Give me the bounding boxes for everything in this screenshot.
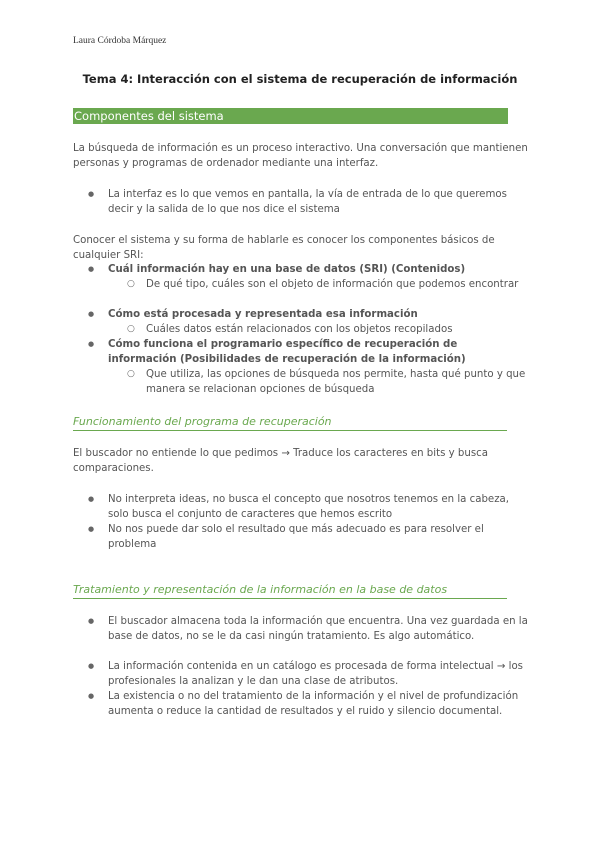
sub-item-procesada: ○ Cuáles datos están relacionados con los objetos recopilados <box>146 322 530 337</box>
section-heading-tratamiento: Tratamiento y representación de la información en la base de datos <box>73 583 507 599</box>
list-item-programario: ● Cómo funciona el programario específico de recuperación de información (Posibilidades de recuperación de la información) <box>108 337 528 367</box>
list-item-catalogo: ● La información contenida en un catálogo es procesada de forma intelectual → los profesionales la analizan y le dan una clase de atributos. <box>108 659 528 689</box>
list-item-procesada: ● Cómo está procesada y representada esa información <box>108 307 528 322</box>
list-item-contenidos: ● Cuál información hay en una base de datos (SRI) (Contenidos) <box>108 262 528 277</box>
author-name: Laura Córdoba Márquez <box>73 36 167 46</box>
paragraph-intro: La búsqueda de información es un proceso interactivo. Una conversación que mantienen personas y programas de ordenador mediante una interfaz. <box>73 143 528 169</box>
list-item-existencia: ● La existencia o no del tratamiento de la información y el nivel de profundización aumenta o reduce la cantidad de resultados y el ruido y silencio documental. <box>108 689 528 719</box>
paragraph-conocer: Conocer el sistema y su forma de hablarle es conocer los componentes básicos de cualquier SRI: <box>73 235 495 261</box>
list-item-resultado: ● No nos puede dar solo el resultado que más adecuado es para resolver el problema <box>108 522 528 552</box>
list-item-almacena: ● El buscador almacena toda la información que encuentra. Una vez guardada en la base de datos, no se le da casi ningún tratamiento. Es algo automático. <box>108 614 528 644</box>
sub-item-contenidos: ○ De qué tipo, cuáles son el objeto de información que podemos encontrar <box>146 277 530 292</box>
list-item-interpreta: ● No interpreta ideas, no busca el concepto que nosotros tenemos en la cabeza, solo busca el conjunto de caracteres que hemos escrito <box>108 492 528 522</box>
section-heading-componentes: Componentes del sistema <box>73 108 508 124</box>
page-title: Tema 4: Interacción con el sistema de recuperación de información <box>82 72 518 86</box>
paragraph-buscador: El buscador no entiende lo que pedimos → Traduce los caracteres en bits y busca comparaciones. <box>73 448 488 474</box>
list-item-interfaz: ● La interfaz es lo que vemos en pantalla, la vía de entrada de lo que queremos decir y la salida de lo que nos dice el sistema <box>108 187 528 217</box>
section-heading-funcionamiento: Funcionamiento del programa de recuperación <box>73 415 507 431</box>
sub-item-programario: ○ Que utiliza, las opciones de búsqueda nos permite, hasta qué punto y que manera se relacionan opciones de búsqueda <box>146 367 530 397</box>
